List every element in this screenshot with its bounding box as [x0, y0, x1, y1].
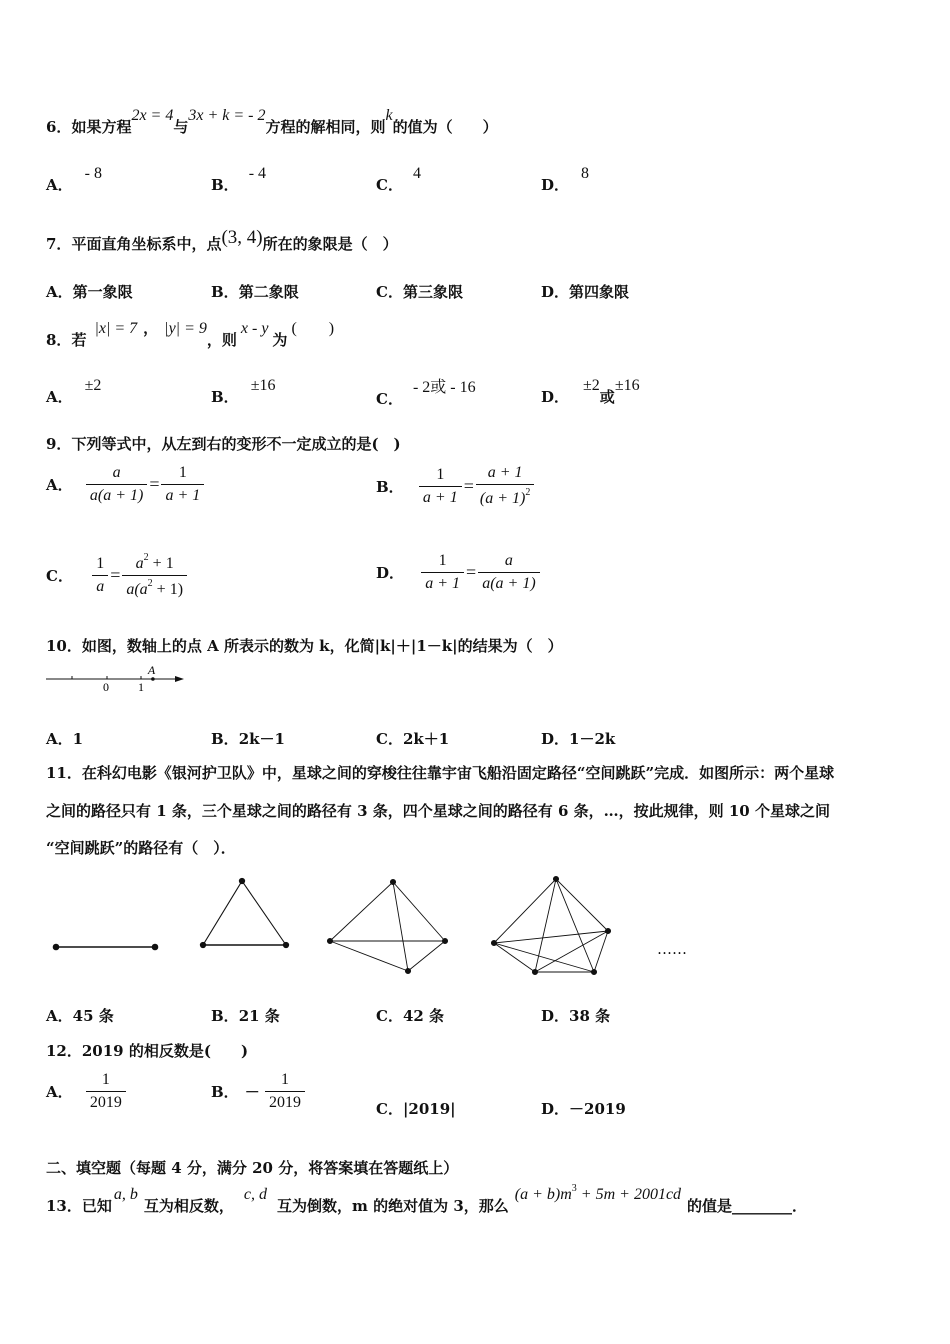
- q10-option-b[interactable]: [211, 728, 285, 749]
- q9-option-a[interactable]: A． $\frac{a}{a(a + 1)}$ = $\frac{1}{a + 1}$: [46, 464, 204, 505]
- q8-sep: ，: [143, 319, 159, 337]
- q12-stem: [46, 1040, 248, 1061]
- fraction: [161, 464, 204, 505]
- q11-line1: [46, 762, 834, 783]
- option-value: 38 条: [569, 1007, 611, 1025]
- q7-option-d[interactable]: [541, 281, 629, 302]
- numerator: 1: [86, 1071, 126, 1092]
- q8-text-a: 若: [71, 331, 87, 349]
- fraction: [122, 552, 187, 599]
- q12-option-d[interactable]: [541, 1098, 626, 1119]
- option-label: C．: [376, 283, 403, 301]
- option-label: A．: [46, 176, 73, 194]
- option-label: C．: [46, 567, 73, 585]
- number-line: [44, 660, 189, 696]
- q6-stem: [46, 107, 498, 137]
- q7-text-b: 所在的象限是（ ）: [262, 235, 398, 253]
- q6-option-b[interactable]: [211, 165, 267, 195]
- point-a: [151, 677, 155, 681]
- exponent: 2: [143, 552, 149, 563]
- option-label: B．: [376, 477, 404, 496]
- option-label: A．: [46, 283, 73, 301]
- fraction: [86, 464, 147, 505]
- q10-number: 10．: [46, 637, 82, 655]
- q9-option-b[interactable]: B． $\frac{1}{a + 1}$ = $\frac{a + 1}{(a + 1)^2}$: [376, 464, 534, 508]
- option-value: 第二象限: [238, 283, 299, 301]
- option-label: D．: [376, 564, 405, 582]
- option-label: C．: [376, 390, 403, 408]
- q8-cond1: |x| = 7: [94, 320, 138, 337]
- q8-paren: ( ): [291, 320, 335, 337]
- q13-text-b: 互为相反数，: [143, 1197, 234, 1215]
- option-label: A．: [46, 476, 73, 494]
- q9-text: 下列等式中，从左到右的变形不一定成立的是( ): [71, 435, 401, 453]
- q13-text-d: 的值是________．: [687, 1197, 808, 1215]
- numerator: 1: [419, 466, 462, 487]
- fraction: [421, 552, 464, 593]
- option-value: 2k－1: [238, 730, 285, 748]
- q10-option-c[interactable]: [376, 728, 449, 749]
- q10-option-d[interactable]: [541, 728, 615, 749]
- q8-cond2: |y| = 9: [164, 320, 207, 337]
- numerator: 1: [92, 555, 108, 576]
- option-label: C．: [376, 1007, 403, 1025]
- option-value: 1－2k: [569, 730, 616, 748]
- q6-text-d: 的值为（ ）: [392, 118, 498, 136]
- option-value: - 8: [84, 165, 102, 182]
- q6-text-b: 与: [173, 118, 189, 136]
- q10-stem: [46, 635, 563, 656]
- q12-option-c[interactable]: [376, 1098, 456, 1119]
- numerator: a: [478, 552, 539, 573]
- q8-option-b[interactable]: [211, 377, 276, 407]
- option-label: D．: [541, 730, 570, 748]
- q7-option-b[interactable]: [211, 281, 299, 302]
- option-value: ±2: [84, 377, 102, 394]
- option-value: 4: [412, 165, 421, 182]
- q6-option-c[interactable]: [376, 165, 421, 195]
- option-sign: －: [244, 1083, 260, 1101]
- numerator: 1: [161, 464, 204, 485]
- option-label: B．: [211, 388, 239, 406]
- numerator: a + 1: [476, 464, 534, 485]
- option-label: B．: [211, 1007, 239, 1025]
- q13-expr-a: (a + b)m: [514, 1186, 572, 1203]
- denominator: 2019: [89, 1094, 122, 1111]
- option-label: D．: [541, 388, 570, 406]
- option-label: B．: [211, 1083, 239, 1101]
- option-label: A．: [46, 1007, 73, 1025]
- option-value-b: ±16: [614, 377, 640, 394]
- option-label: B．: [211, 283, 239, 301]
- q13-text-c: 互为倒数，m 的绝对值为 3，那么: [277, 1197, 509, 1215]
- option-value: 2k＋1: [402, 730, 450, 748]
- q8-text-c: 为: [272, 331, 288, 349]
- option-label: D．: [541, 1007, 570, 1025]
- q12-text: 2019 的相反数是( ): [81, 1042, 249, 1060]
- q8-expr: x - y: [240, 320, 269, 337]
- axis-arrow: [175, 676, 184, 682]
- q9-stem: [46, 433, 401, 454]
- q11-option-b[interactable]: [211, 1005, 280, 1026]
- q11-line2: 之间的路径只有 1 条，三个星球之间的路径有 3 条，四个星球之间的路径有 6 条，…，按此规律，则 10 个星球之间: [46, 802, 830, 820]
- q7-option-a[interactable]: [46, 281, 133, 302]
- q12-option-a[interactable]: [46, 1071, 126, 1112]
- option-value: 21 条: [238, 1007, 280, 1025]
- q7-point: (3, 4): [221, 227, 263, 248]
- axis-label-a: A: [147, 663, 156, 677]
- q6-option-d[interactable]: [541, 165, 590, 195]
- axis-label-zero: 0: [103, 680, 109, 694]
- q13-number: 13．: [46, 1197, 82, 1215]
- q9-option-c[interactable]: C． $\frac{1}{a}$ = $\frac{a^2 + 1}{a(a^2 + 1)}$: [46, 552, 187, 599]
- option-value: 8: [581, 165, 590, 182]
- numerator: 1: [265, 1071, 305, 1092]
- option-label: D．: [541, 1100, 570, 1118]
- fraction: [476, 464, 534, 508]
- option-label: A．: [46, 388, 73, 406]
- fraction: [478, 552, 539, 593]
- fraction: [86, 1071, 126, 1112]
- numerator: a: [86, 464, 147, 485]
- q13-stem: [46, 1183, 808, 1216]
- q13-expr-b: + 5m + 2001cd: [576, 1186, 682, 1203]
- exponent: 2: [525, 487, 531, 498]
- option-value: 第一象限: [72, 283, 133, 301]
- fraction: [265, 1071, 305, 1112]
- figure-five-stars: [491, 876, 610, 974]
- q13-expr-exp: 3: [571, 1183, 577, 1194]
- option-label: D．: [541, 283, 570, 301]
- axis-label-one: 1: [138, 680, 144, 694]
- q6-eq1: 2x = 4: [131, 107, 174, 124]
- option-label: A．: [46, 1083, 73, 1101]
- q12-option-b[interactable]: [211, 1071, 305, 1112]
- figure-ellipsis: ……: [657, 940, 687, 958]
- denominator: 2019: [268, 1094, 301, 1111]
- option-value: 第三象限: [402, 283, 463, 301]
- option-value: －2019: [569, 1100, 626, 1118]
- figure-two-stars: [53, 944, 157, 949]
- star-path-figures: [0, 870, 950, 980]
- fraction: [92, 555, 108, 596]
- q10-option-a[interactable]: [46, 728, 83, 749]
- q6-number: 6．: [46, 118, 72, 136]
- q6-eq2: 3x + k = - 2: [188, 107, 266, 124]
- q8-number: 8．: [46, 331, 72, 349]
- option-label: C．: [376, 1100, 403, 1118]
- section-title: 二、填空题（每题 4 分，满分 20 分，将答案填在答题纸上）: [46, 1159, 459, 1177]
- q11-line3: “空间跳跃”的路径有（ ）．: [46, 839, 236, 857]
- q8-option-c[interactable]: [376, 379, 476, 409]
- q8-option-d[interactable]: [541, 377, 640, 407]
- numerator-tail: + 1: [148, 555, 174, 572]
- q11-option-d[interactable]: [541, 1005, 610, 1026]
- option-value: ±16: [250, 377, 276, 394]
- option-value-a: ±2: [583, 377, 600, 394]
- option-label: B．: [211, 730, 239, 748]
- denominator: a + 1: [165, 487, 201, 504]
- q6-text-a: 如果方程: [71, 118, 132, 136]
- q6-option-a[interactable]: [46, 165, 102, 195]
- denominator-a: a(a: [126, 581, 148, 598]
- option-value: - 2或 - 16: [412, 379, 476, 396]
- q7-option-c[interactable]: [376, 281, 463, 302]
- option-label: C．: [376, 176, 403, 194]
- figure-three-stars: [200, 878, 288, 947]
- option-value: 42 条: [402, 1007, 445, 1025]
- denominator: a + 1: [422, 488, 458, 506]
- numerator: 1: [421, 552, 464, 573]
- q11-option-a[interactable]: [46, 1005, 114, 1026]
- denominator: a + 1: [425, 575, 461, 592]
- q8-stem: [46, 319, 335, 350]
- q9-number: 9．: [46, 435, 72, 453]
- option-mid: 或: [599, 388, 615, 406]
- option-label: A．: [46, 730, 73, 748]
- option-value: - 4: [248, 165, 267, 182]
- option-value: |2019|: [402, 1100, 456, 1118]
- figure-four-stars: [327, 879, 447, 973]
- q7-text-a: 平面直角坐标系中，点: [71, 235, 222, 253]
- q8-text-b: ，则: [206, 331, 237, 349]
- q7-number: 7．: [46, 235, 72, 253]
- fraction: [419, 466, 462, 507]
- option-label: D．: [541, 176, 570, 194]
- q7-stem: [46, 227, 398, 255]
- q11-text-line1: 在科幻电影《银河护卫队》中，星球之间的穿梭往往靠宇宙飞船沿固定路径“空间跳跃”完成．如图所示：两个星球: [81, 764, 835, 782]
- numerator-base: a: [135, 555, 144, 572]
- option-value: 45 条: [72, 1007, 114, 1025]
- option-label: B．: [211, 176, 239, 194]
- q10-text: 如图，数轴上的点 A 所表示的数为 k，化简|k|＋|1－k|的结果为（ ）: [81, 637, 563, 655]
- q6-var: k: [385, 107, 393, 124]
- denominator: a: [96, 578, 105, 595]
- denominator: (a + 1): [479, 490, 526, 507]
- option-label: C．: [376, 730, 403, 748]
- q9-option-d[interactable]: D． $\frac{1}{a + 1}$ = $\frac{a}{a(a + 1)}$: [376, 552, 540, 593]
- exponent: 2: [147, 578, 153, 589]
- denominator: a(a + 1): [482, 575, 536, 592]
- denominator: a(a + 1): [89, 487, 144, 504]
- q11-option-c[interactable]: [376, 1005, 444, 1026]
- q12-number: 12．: [46, 1042, 82, 1060]
- q13-vars2: c, d: [243, 1186, 268, 1203]
- q11-number: 11．: [46, 764, 82, 782]
- q13-text-a: 已知: [81, 1197, 112, 1215]
- q13-vars1: a, b: [113, 1186, 138, 1203]
- option-value: 1: [72, 730, 84, 748]
- q8-option-a[interactable]: [46, 377, 102, 407]
- option-value: 第四象限: [569, 283, 630, 301]
- q6-text-c: 方程的解相同，则: [265, 118, 386, 136]
- denominator-b: + 1): [152, 581, 184, 598]
